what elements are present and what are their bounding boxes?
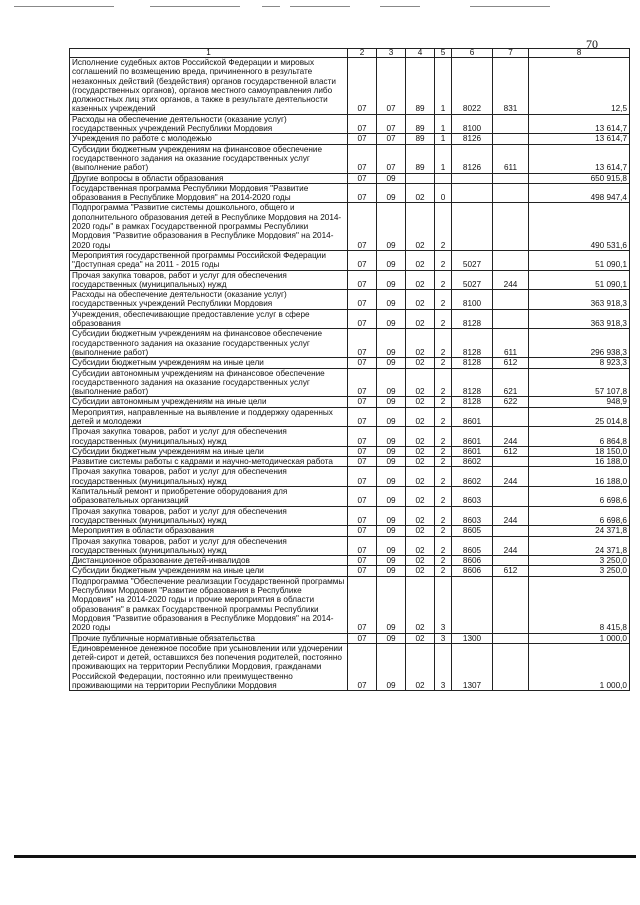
row-expense-type: 621 <box>493 368 529 397</box>
row-expense-type <box>493 290 529 310</box>
row-section: 07 <box>348 467 377 487</box>
row-program: 02 <box>406 397 435 407</box>
table-row <box>70 290 630 310</box>
row-name: Субсидии автономным учреждениям на финансовое обеспечение государственного задания на оказание государственных услуг (выполнение работ) <box>70 368 348 397</box>
row-name: Государственная программа Республики Мордовия "Развитие образования в Республике Мордовия" на 2014-2020 годы <box>70 183 348 203</box>
row-subsection: 09 <box>377 407 406 427</box>
row-name: Мероприятия государственной программы Российской Федерации "Доступная среда" на 2011 - 2015 годы <box>70 250 348 270</box>
row-section: 07 <box>348 58 377 115</box>
row-expense-type: 622 <box>493 397 529 407</box>
row-expense-type <box>493 114 529 134</box>
row-name: Расходы на обеспечение деятельности (оказание услуг) государственных учреждений Республики Мордовия <box>70 290 348 310</box>
table-row <box>70 487 630 507</box>
row-program: 89 <box>406 58 435 115</box>
row-program: 02 <box>406 407 435 427</box>
row-target: 8128 <box>452 329 493 358</box>
row-subsection: 09 <box>377 309 406 329</box>
column-number-6: 6 <box>452 49 493 58</box>
row-program: 02 <box>406 270 435 290</box>
row-subprogram: 2 <box>435 270 452 290</box>
row-subprogram: 2 <box>435 329 452 358</box>
row-section: 07 <box>348 329 377 358</box>
row-section: 07 <box>348 134 377 144</box>
row-subprogram: 2 <box>435 487 452 507</box>
row-amount: 13 614,7 <box>529 114 630 134</box>
row-subprogram: 1 <box>435 58 452 115</box>
table-row <box>70 446 630 456</box>
row-subprogram: 2 <box>435 427 452 447</box>
column-number-7: 7 <box>493 49 529 58</box>
row-program: 02 <box>406 556 435 566</box>
table-row <box>70 556 630 566</box>
row-target: 8602 <box>452 467 493 487</box>
table-row <box>70 457 630 467</box>
table-row <box>70 144 630 173</box>
row-name: Исполнение судебных актов Российской Федерации и мировых соглашений по возмещению вреда, причиненного в результате незаконных действий (бездействия) органов государственной власти (государственных органов), органов местного самоуправления либо должностных лиц этих органов, а также в результате деятельности казенных учреждений <box>70 58 348 115</box>
row-amount: 51 090,1 <box>529 270 630 290</box>
row-name: Мероприятия, направленные на выявление и поддержку одаренных детей и молодежи <box>70 407 348 427</box>
column-number-1: 1 <box>70 49 348 58</box>
table-row <box>70 643 630 690</box>
row-subprogram: 1 <box>435 134 452 144</box>
row-subsection: 09 <box>377 556 406 566</box>
row-target: 8601 <box>452 407 493 427</box>
row-name: Субсидии автономным учреждениям на иные цели <box>70 397 348 407</box>
row-subprogram <box>435 173 452 183</box>
row-amount: 1 000,0 <box>529 633 630 643</box>
row-program: 89 <box>406 134 435 144</box>
row-amount: 3 250,0 <box>529 556 630 566</box>
row-subprogram: 2 <box>435 446 452 456</box>
row-subprogram: 2 <box>435 457 452 467</box>
row-program: 02 <box>406 643 435 690</box>
row-target: 8606 <box>452 556 493 566</box>
scan-top-line <box>380 6 420 7</box>
row-section: 07 <box>348 309 377 329</box>
row-amount: 13 614,7 <box>529 144 630 173</box>
row-amount: 51 090,1 <box>529 250 630 270</box>
row-expense-type <box>493 250 529 270</box>
row-subsection: 09 <box>377 329 406 358</box>
row-amount: 57 107,8 <box>529 368 630 397</box>
scan-top-line <box>150 6 240 7</box>
row-amount: 1 000,0 <box>529 643 630 690</box>
table-row <box>70 467 630 487</box>
page-bottom-border <box>14 855 636 858</box>
row-section: 07 <box>348 566 377 576</box>
row-section: 07 <box>348 446 377 456</box>
row-expense-type <box>493 526 529 536</box>
row-name: Прочая закупка товаров, работ и услуг для обеспечения государственных (муниципальных) нужд <box>70 427 348 447</box>
row-subsection: 09 <box>377 397 406 407</box>
row-subprogram: 2 <box>435 250 452 270</box>
row-amount: 3 250,0 <box>529 566 630 576</box>
row-section: 07 <box>348 290 377 310</box>
row-subsection: 09 <box>377 576 406 633</box>
column-number-2: 2 <box>348 49 377 58</box>
row-name: Дистанционное образование детей-инвалидов <box>70 556 348 566</box>
row-subprogram: 3 <box>435 643 452 690</box>
row-subprogram: 1 <box>435 114 452 134</box>
row-amount: 12,5 <box>529 58 630 115</box>
table-row <box>70 368 630 397</box>
row-target: 1307 <box>452 643 493 690</box>
row-subsection: 07 <box>377 144 406 173</box>
row-subsection: 09 <box>377 506 406 526</box>
scan-top-line <box>290 6 350 7</box>
table-row <box>70 358 630 368</box>
row-subsection: 09 <box>377 566 406 576</box>
row-section: 07 <box>348 368 377 397</box>
row-subprogram: 2 <box>435 536 452 556</box>
row-program: 89 <box>406 144 435 173</box>
row-subsection: 09 <box>377 467 406 487</box>
table-row <box>70 250 630 270</box>
row-subsection: 09 <box>377 250 406 270</box>
row-name: Субсидии бюджетным учреждениям на финансовое обеспечение государственного задания на оказание государственных услуг (выполнение работ) <box>70 144 348 173</box>
row-expense-type <box>493 407 529 427</box>
row-section: 07 <box>348 407 377 427</box>
row-name: Другие вопросы в области образования <box>70 173 348 183</box>
row-target: 8128 <box>452 368 493 397</box>
row-section: 07 <box>348 457 377 467</box>
scan-top-line <box>14 6 114 7</box>
row-subsection: 09 <box>377 203 406 250</box>
row-name: Учреждения по работе с молодежью <box>70 134 348 144</box>
row-amount: 25 014,8 <box>529 407 630 427</box>
row-name: Субсидии бюджетным учреждениям на иные цели <box>70 358 348 368</box>
row-amount: 296 938,3 <box>529 329 630 358</box>
row-subsection: 09 <box>377 427 406 447</box>
row-section: 07 <box>348 183 377 203</box>
row-program <box>406 173 435 183</box>
row-subsection: 09 <box>377 643 406 690</box>
row-program: 02 <box>406 290 435 310</box>
column-number-3: 3 <box>377 49 406 58</box>
row-amount: 18 150,0 <box>529 446 630 456</box>
row-subsection: 09 <box>377 457 406 467</box>
row-subprogram: 3 <box>435 633 452 643</box>
row-subsection: 09 <box>377 358 406 368</box>
row-target: 8601 <box>452 446 493 456</box>
row-expense-type <box>493 487 529 507</box>
row-amount: 363 918,3 <box>529 290 630 310</box>
row-program: 02 <box>406 250 435 270</box>
row-name: Прочие публичные нормативные обязательства <box>70 633 348 643</box>
row-target: 1300 <box>452 633 493 643</box>
row-subprogram: 2 <box>435 309 452 329</box>
row-amount: 498 947,4 <box>529 183 630 203</box>
row-target: 8100 <box>452 114 493 134</box>
row-target: 8605 <box>452 526 493 536</box>
row-program: 02 <box>406 329 435 358</box>
table-row <box>70 309 630 329</box>
row-expense-type: 611 <box>493 329 529 358</box>
row-subprogram: 2 <box>435 556 452 566</box>
row-program: 02 <box>406 203 435 250</box>
row-program: 02 <box>406 427 435 447</box>
row-subprogram: 3 <box>435 576 452 633</box>
row-expense-type: 611 <box>493 144 529 173</box>
row-amount: 24 371,8 <box>529 526 630 536</box>
row-subprogram: 2 <box>435 358 452 368</box>
row-amount: 8 415,8 <box>529 576 630 633</box>
row-section: 07 <box>348 556 377 566</box>
row-subprogram: 2 <box>435 203 452 250</box>
row-amount: 363 918,3 <box>529 309 630 329</box>
row-section: 07 <box>348 270 377 290</box>
row-target: 8022 <box>452 58 493 115</box>
row-target: 8603 <box>452 487 493 507</box>
row-expense-type <box>493 633 529 643</box>
row-expense-type <box>493 203 529 250</box>
row-target: 8605 <box>452 536 493 556</box>
row-section: 07 <box>348 506 377 526</box>
row-name: Субсидии бюджетным учреждениям на иные цели <box>70 566 348 576</box>
table-row <box>70 526 630 536</box>
row-subprogram: 2 <box>435 290 452 310</box>
row-name: Развитие системы работы с кадрами и научно-методическая работа <box>70 457 348 467</box>
row-subprogram: 0 <box>435 183 452 203</box>
table-row <box>70 576 630 633</box>
table-row <box>70 134 630 144</box>
row-name: Прочая закупка товаров, работ и услуг для обеспечения государственных (муниципальных) нужд <box>70 467 348 487</box>
row-target: 8606 <box>452 566 493 576</box>
row-program: 89 <box>406 114 435 134</box>
row-subprogram: 2 <box>435 407 452 427</box>
row-name: Прочая закупка товаров, работ и услуг для обеспечения государственных (муниципальных) нужд <box>70 270 348 290</box>
row-subsection: 09 <box>377 633 406 643</box>
row-name: Учреждения, обеспечивающие предоставление услуг в сфере образования <box>70 309 348 329</box>
row-section: 07 <box>348 203 377 250</box>
row-target: 8602 <box>452 457 493 467</box>
row-expense-type <box>493 183 529 203</box>
row-section: 07 <box>348 487 377 507</box>
row-target: 8128 <box>452 309 493 329</box>
row-section: 07 <box>348 427 377 447</box>
row-name: Капитальный ремонт и приобретение оборудования для образовательных организаций <box>70 487 348 507</box>
row-name: Прочая закупка товаров, работ и услуг для обеспечения государственных (муниципальных) нужд <box>70 506 348 526</box>
row-section: 07 <box>348 250 377 270</box>
row-section: 07 <box>348 144 377 173</box>
row-section: 07 <box>348 536 377 556</box>
row-section: 07 <box>348 173 377 183</box>
table-row <box>70 407 630 427</box>
row-subsection: 07 <box>377 134 406 144</box>
row-subprogram: 2 <box>435 526 452 536</box>
row-name: Подпрограмма "Развитие системы дошкольного, общего и дополнительного образования детей в Республике Мордовия на 2014-2020 годы" в рамках Государственной программы Республики Мордовия "Развитие образования в Республике Мордовия" на 2014-2020 годы <box>70 203 348 250</box>
row-section: 07 <box>348 358 377 368</box>
row-subsection: 09 <box>377 183 406 203</box>
row-target: 5027 <box>452 250 493 270</box>
row-amount: 16 188,0 <box>529 467 630 487</box>
row-program: 02 <box>406 183 435 203</box>
row-name: Единовременное денежное пособие при усыновлении или удочерении детей-сирот и детей, оставшихся без попечения родителей, постоянно проживающих на территории Республики Мордовия, гражданами Российской Федерации, постоянно или преимущественно проживающими на территории Республики Мордовия <box>70 643 348 690</box>
row-target: 5027 <box>452 270 493 290</box>
row-amount: 8 923,3 <box>529 358 630 368</box>
row-target <box>452 173 493 183</box>
table-row <box>70 114 630 134</box>
row-subprogram: 2 <box>435 467 452 487</box>
row-expense-type <box>493 576 529 633</box>
row-subsection: 09 <box>377 446 406 456</box>
table-row <box>70 329 630 358</box>
row-amount: 6 864,8 <box>529 427 630 447</box>
row-subsection: 09 <box>377 536 406 556</box>
row-name: Подпрограмма "Обеспечение реализации Государственной программы Республики Мордовия "Развитие образования в Республике Мордовия" на 2014-2020 годы и прочие мероприятия в области образования" в рамках Государственной программы Республики Мордовия "Развитие образования в Республике Мордовия" на 2014-2020 годы <box>70 576 348 633</box>
row-amount: 650 915,8 <box>529 173 630 183</box>
row-expense-type: 612 <box>493 566 529 576</box>
row-expense-type: 612 <box>493 446 529 456</box>
row-amount: 948,9 <box>529 397 630 407</box>
row-target: 8128 <box>452 358 493 368</box>
table-row <box>70 173 630 183</box>
page-number: 70 <box>586 37 598 51</box>
row-section: 07 <box>348 633 377 643</box>
row-name: Субсидии бюджетным учреждениям на иные цели <box>70 446 348 456</box>
table-row <box>70 203 630 250</box>
table-header-row <box>70 49 630 58</box>
row-target <box>452 183 493 203</box>
row-expense-type: 612 <box>493 358 529 368</box>
row-program: 02 <box>406 457 435 467</box>
row-expense-type <box>493 134 529 144</box>
row-section: 07 <box>348 397 377 407</box>
row-expense-type <box>493 173 529 183</box>
row-amount: 24 371,8 <box>529 536 630 556</box>
row-program: 02 <box>406 633 435 643</box>
table-row <box>70 633 630 643</box>
row-target: 8126 <box>452 144 493 173</box>
row-subprogram: 2 <box>435 566 452 576</box>
row-subsection: 09 <box>377 487 406 507</box>
row-target: 8100 <box>452 290 493 310</box>
row-target: 8126 <box>452 134 493 144</box>
row-amount: 13 614,7 <box>529 134 630 144</box>
row-subsection: 09 <box>377 368 406 397</box>
row-program: 02 <box>406 526 435 536</box>
row-expense-type: 244 <box>493 536 529 556</box>
row-name: Прочая закупка товаров, работ и услуг для обеспечения государственных (муниципальных) нужд <box>70 536 348 556</box>
row-program: 02 <box>406 446 435 456</box>
column-number-4: 4 <box>406 49 435 58</box>
table-row <box>70 397 630 407</box>
row-section: 07 <box>348 576 377 633</box>
table-row <box>70 427 630 447</box>
row-subprogram: 2 <box>435 506 452 526</box>
row-program: 02 <box>406 576 435 633</box>
row-section: 07 <box>348 114 377 134</box>
table-row <box>70 566 630 576</box>
row-expense-type <box>493 643 529 690</box>
table-row <box>70 270 630 290</box>
row-target: 8128 <box>452 397 493 407</box>
row-subprogram: 1 <box>435 144 452 173</box>
scan-top-line <box>262 6 280 7</box>
row-subprogram: 2 <box>435 368 452 397</box>
row-amount: 490 531,6 <box>529 203 630 250</box>
table-row <box>70 58 630 115</box>
row-expense-type: 244 <box>493 427 529 447</box>
row-target: 8601 <box>452 427 493 447</box>
row-program: 02 <box>406 368 435 397</box>
row-program: 02 <box>406 566 435 576</box>
row-target: 8603 <box>452 506 493 526</box>
budget-table <box>69 48 630 691</box>
row-section: 07 <box>348 526 377 536</box>
row-program: 02 <box>406 358 435 368</box>
row-subsection: 09 <box>377 173 406 183</box>
row-target <box>452 203 493 250</box>
row-expense-type: 244 <box>493 506 529 526</box>
row-subsection: 09 <box>377 270 406 290</box>
row-program: 02 <box>406 309 435 329</box>
column-number-8: 8 <box>529 49 630 58</box>
column-number-5: 5 <box>435 49 452 58</box>
row-subsection: 09 <box>377 526 406 536</box>
row-subsection: 09 <box>377 290 406 310</box>
row-amount: 6 698,6 <box>529 487 630 507</box>
row-expense-type: 831 <box>493 58 529 115</box>
row-subprogram: 2 <box>435 397 452 407</box>
row-program: 02 <box>406 506 435 526</box>
table-row <box>70 506 630 526</box>
row-subsection: 07 <box>377 114 406 134</box>
row-name: Расходы на обеспечение деятельности (оказание услуг) государственных учреждений Республики Мордовия <box>70 114 348 134</box>
scan-top-line <box>470 6 550 7</box>
row-program: 02 <box>406 487 435 507</box>
row-amount: 16 188,0 <box>529 457 630 467</box>
row-program: 02 <box>406 536 435 556</box>
row-name: Субсидии бюджетным учреждениям на финансовое обеспечение государственного задания на оказание государственных услуг (выполнение работ) <box>70 329 348 358</box>
row-expense-type <box>493 556 529 566</box>
table-row <box>70 536 630 556</box>
row-name: Мероприятия в области образования <box>70 526 348 536</box>
row-amount: 6 698,6 <box>529 506 630 526</box>
row-expense-type <box>493 309 529 329</box>
row-target <box>452 576 493 633</box>
row-expense-type: 244 <box>493 270 529 290</box>
row-subsection: 07 <box>377 58 406 115</box>
row-section: 07 <box>348 643 377 690</box>
table-row <box>70 183 630 203</box>
row-expense-type <box>493 457 529 467</box>
row-expense-type: 244 <box>493 467 529 487</box>
row-program: 02 <box>406 467 435 487</box>
